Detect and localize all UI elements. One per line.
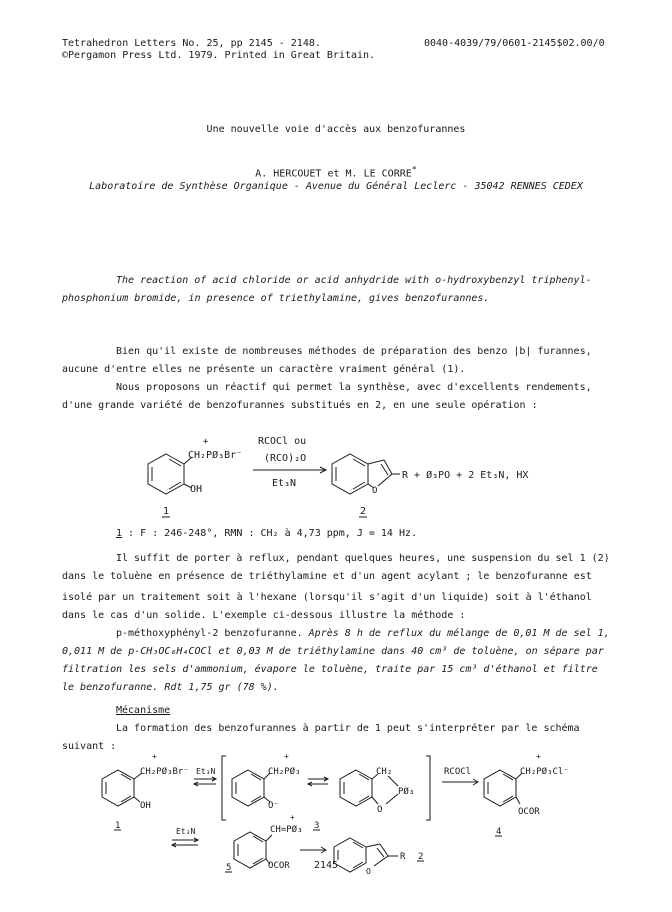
- s1-substituent: CH₂PØ₃Br⁻: [140, 767, 189, 777]
- s3-substituent: CH₂PØ₃: [268, 767, 301, 777]
- s1-label: 1: [115, 821, 121, 831]
- hydroxyl-group: OH: [190, 484, 203, 495]
- abstract-line-1: The reaction of acid chloride or acid anhydride with o-hydroxybenzyl triphenyl-: [116, 275, 592, 286]
- s3-label: 3: [314, 821, 320, 831]
- reactant-benzene-ring: [148, 454, 192, 494]
- mechanism-heading: Mécanisme: [116, 705, 171, 716]
- article-code: 0040-4039/79/0601-2145$02.00/0: [424, 38, 605, 49]
- characterization-text: : F : 246-248°, RMN : CH₂ à 4,73 ppm, J = 14 Hz.: [122, 528, 418, 539]
- s4-plus: +: [536, 752, 541, 761]
- page-number: 2145: [314, 860, 339, 871]
- structure-5-ring: [234, 832, 272, 868]
- s5-ylide: CH=PØ₃: [270, 825, 303, 835]
- cyc-oxygen: O: [377, 805, 383, 815]
- phosphonium-substituent: CH₂PØ₃Br⁻: [188, 450, 243, 461]
- author-footnote-mark: *: [411, 164, 417, 174]
- product-oxygen: O: [366, 867, 371, 876]
- s5-label: 5: [226, 863, 232, 873]
- procedure-line-2: dans le toluène en présence de triéthylamine et d'un agent acylant ; le benzofuranne est: [62, 571, 592, 582]
- characterization-data: [116, 528, 417, 540]
- product-r-group: R: [400, 852, 406, 862]
- structure-4-ring: [484, 770, 522, 806]
- example-conditions: Après 8 h de reflux du mélange de 0,01 M de sel 1,: [302, 628, 610, 639]
- reagent-triethylamine: Et₃N: [272, 478, 297, 489]
- mechanism-scheme: [0, 752, 672, 876]
- s1-plus: +: [152, 752, 157, 761]
- equilibrium-base-2: Et₃N: [176, 827, 196, 836]
- copyright-line: ©Pergamon Press Ltd. 1979. Printed in Great Britain.: [62, 50, 376, 61]
- acylation-reagent: RCOCl: [444, 767, 472, 777]
- abstract-line-2: phosphonium bromide, in presence of triethylamine, gives benzofurannes.: [62, 293, 490, 304]
- mechanism-line-1: La formation des benzofurannes à partir de 1 peut s'interpréter par le schéma: [116, 723, 580, 734]
- article-title: Une nouvelle voie d'accès aux benzofurannes: [206, 124, 466, 135]
- journal-reference: Tetrahedron Letters No. 25, pp 2145 - 2148.: [62, 38, 321, 49]
- synthesis-scheme: [0, 430, 672, 530]
- equilibrium-arrow-2: [308, 777, 328, 786]
- s1-hydroxyl: OH: [140, 801, 151, 811]
- reagent-acid-chloride: RCOCl ou: [258, 436, 307, 447]
- product-label: 2: [418, 852, 424, 862]
- products-equation: R + Ø₃PO + 2 Et₃N, HX: [402, 470, 529, 481]
- equilibrium-arrow-1: [194, 777, 216, 786]
- compound-label-2: 2: [360, 506, 367, 517]
- benzofuran-structure: [332, 454, 400, 494]
- authors: [0, 163, 672, 180]
- example-compound-name: p-méthoxyphényl-2 benzofuranne.: [116, 628, 303, 639]
- phosphonium-plus: +: [203, 437, 209, 447]
- s3-plus: +: [284, 752, 289, 761]
- mechanism-line-2: suivant :: [62, 741, 117, 752]
- intro-p2-line1: Nous proposons un réactif qui permet la synthèse, avec d'excellents rendements,: [116, 382, 592, 393]
- cyc-ch2: CH₂: [376, 767, 393, 777]
- intro-p1-line2: aucune d'entre elles ne présente un caractère vraiment général (1).: [62, 364, 466, 375]
- s5-plus: +: [290, 813, 295, 822]
- reagent-anhydride: (RCO)₂O: [264, 453, 307, 464]
- s5-ester: OCOR: [268, 861, 290, 871]
- example-line-2: 0,011 M de p-CH₃OC₆H₄COCl et 0,03 M de triéthylamine dans 40 cm³ de toluène, on sépare par: [62, 646, 604, 657]
- procedure-line-4: dans le cas d'un solide. L'exemple ci-dessous illustre la méthode :: [62, 610, 466, 621]
- benzofuran-oxygen: O: [372, 486, 378, 496]
- procedure-line-3: isolé par un traitement soit à l'hexane (lorsqu'il s'agit d'un liquide) soit à l'éthanol: [62, 592, 592, 603]
- s4-substituent: CH₂PØ₃Cl⁻: [520, 767, 569, 777]
- cyc-phosphorus: PØ₃: [398, 787, 415, 797]
- intro-p2-line2: d'une grande variété de benzofurannes substitués en 2, en une seule opération :: [62, 400, 538, 411]
- s3-phenoxide: O⁻: [268, 801, 279, 811]
- structure-3-ring: [232, 770, 270, 806]
- affiliation: Laboratoire de Synthèse Organique - Avenue du Général Leclerc - 35042 RENNES CEDEX: [89, 181, 583, 192]
- equilibrium-arrow-3: [172, 838, 198, 847]
- s4-label: 4: [496, 827, 502, 837]
- intro-p1-line1: Bien qu'il existe de nombreuses méthodes de préparation des benzo |b| furannes,: [116, 346, 592, 357]
- example-line-4: le benzofuranne. Rdt 1,75 gr (78 %).: [62, 682, 279, 693]
- characterization-compound-number: 1: [116, 528, 123, 539]
- structure-1-ring: [102, 770, 142, 806]
- example-line-1: [116, 628, 610, 640]
- s4-ester: OCOR: [518, 807, 540, 817]
- equilibrium-base-1: Et₃N: [196, 767, 216, 776]
- example-line-3: filtration les sels d'ammonium, évapore le toluène, traite par 15 cm³ d'éthanol et filtre: [62, 664, 598, 675]
- compound-label-1: 1: [163, 506, 170, 517]
- procedure-line-1: Il suffit de porter à reflux, pendant quelques heures, une suspension du sel 1 (2): [116, 553, 610, 564]
- author-names: A. HERCOUET et M. LE CORRE: [255, 168, 412, 180]
